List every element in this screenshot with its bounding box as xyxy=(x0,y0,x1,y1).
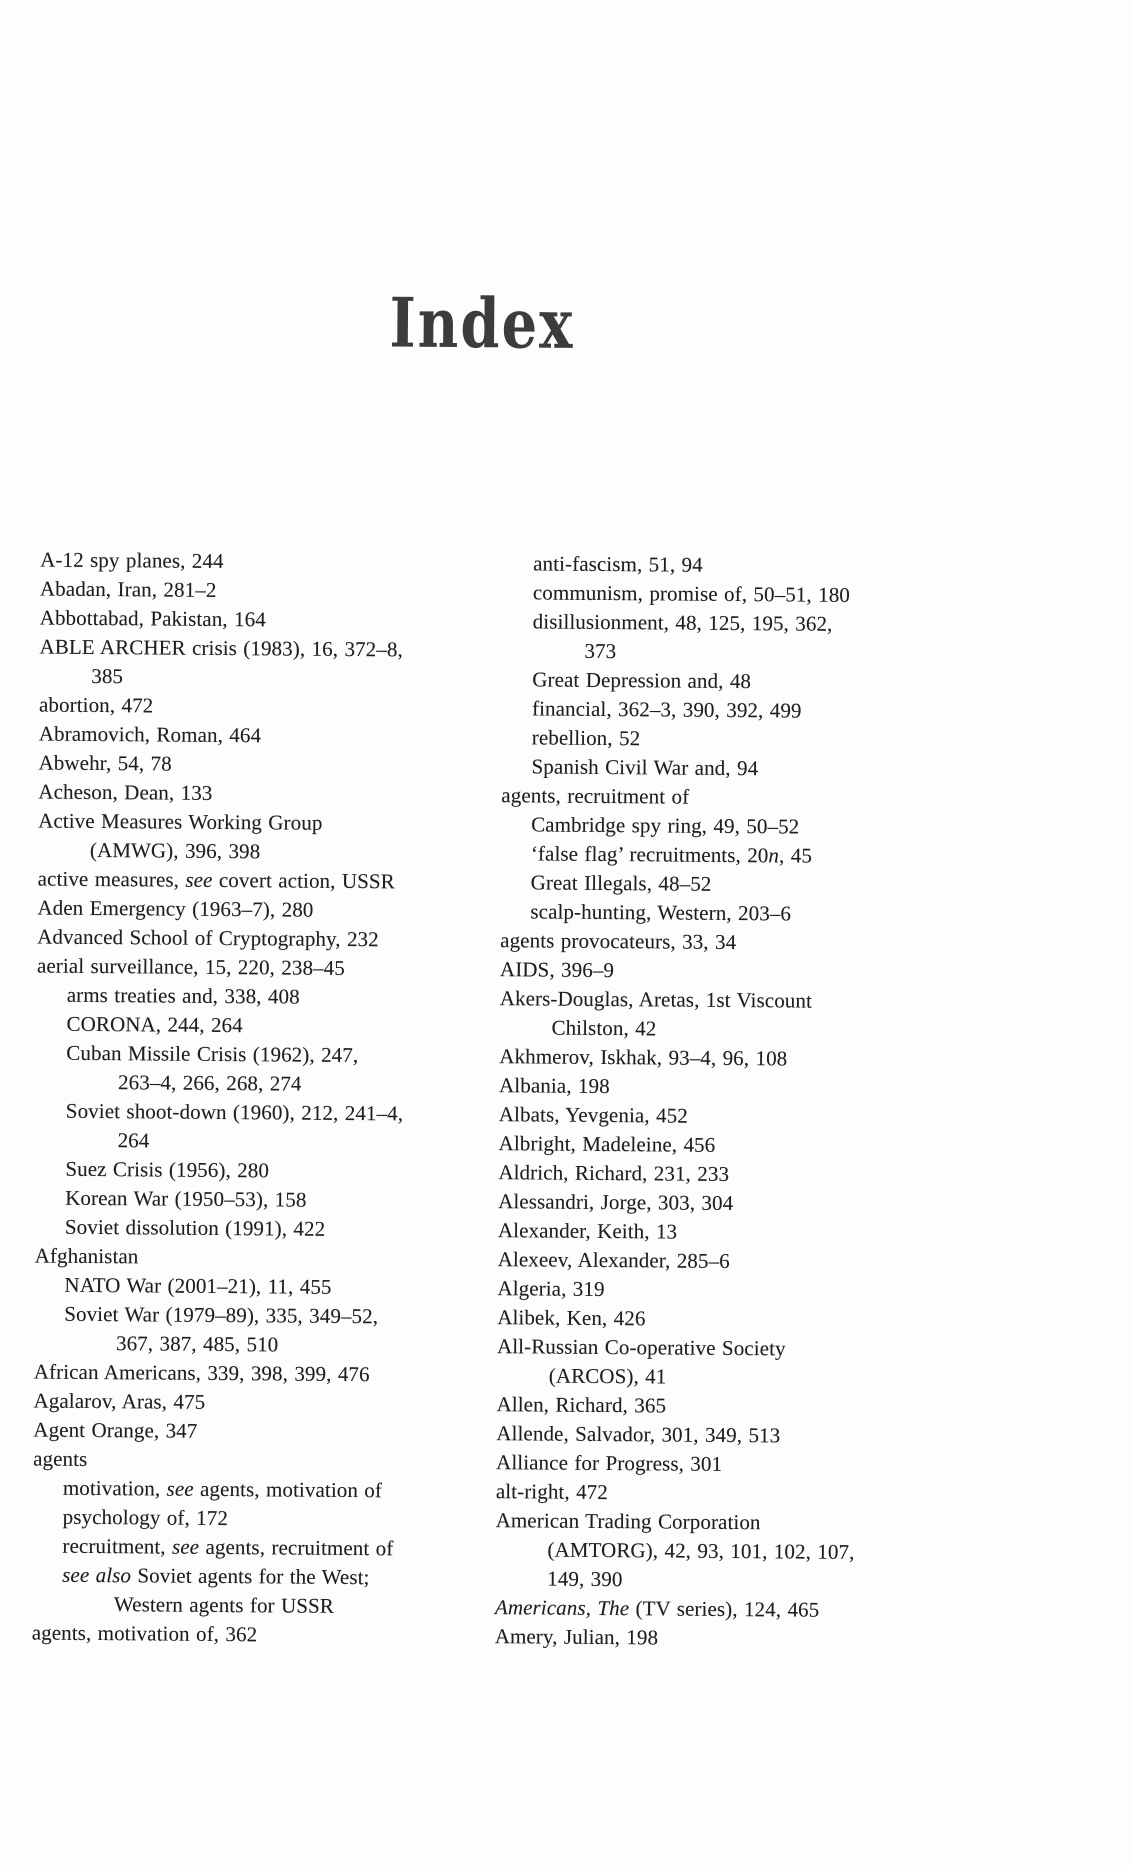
index-text: Soviet shoot-down (1960), 212, 241–4, xyxy=(65,1098,404,1126)
index-cross-reference: see xyxy=(171,1534,200,1559)
index-text: (AMWG), 396, 398 xyxy=(89,837,261,864)
index-line xyxy=(38,749,455,781)
index-line xyxy=(501,781,918,813)
index-line xyxy=(39,662,456,694)
index-text: 373 xyxy=(584,638,617,664)
index-line xyxy=(498,1216,915,1248)
index-text: recruitment, xyxy=(62,1533,173,1559)
index-text: Abadan, Iran, 281–2 xyxy=(39,576,217,602)
index-line xyxy=(33,1445,450,1477)
index-text: Alibek, Ken, 426 xyxy=(497,1305,646,1331)
index-line xyxy=(35,1184,452,1216)
index-line xyxy=(497,1274,914,1306)
index-line xyxy=(33,1416,450,1448)
index-text: A-12 spy planes, 244 xyxy=(40,547,224,573)
index-text: American Trading Corporation xyxy=(495,1508,761,1535)
index-line xyxy=(39,720,456,752)
index-text: Akhmerov, Iskhak, 93–4, 96, 108 xyxy=(499,1044,788,1071)
index-text: Alliance for Progress, 301 xyxy=(496,1450,723,1476)
index-line xyxy=(502,636,919,668)
index-cross-reference: n xyxy=(768,843,780,868)
index-text: NATO War (2001–21), 11, 455 xyxy=(64,1272,332,1299)
index-line xyxy=(501,868,918,900)
index-line xyxy=(39,691,456,723)
index-text: Suez Crisis (1956), 280 xyxy=(65,1156,270,1183)
index-text: Abramovich, Roman, 464 xyxy=(38,721,262,748)
page-content xyxy=(0,281,1132,1656)
index-line xyxy=(36,1039,453,1071)
index-text: Allen, Richard, 365 xyxy=(496,1392,667,1418)
index-text: Abwehr, 54, 78 xyxy=(38,750,172,776)
index-text: (AMTORG), 42, 93, 101, 102, 107, xyxy=(547,1537,855,1564)
index-text: Allende, Salvador, 301, 349, 513 xyxy=(496,1421,781,1448)
index-line xyxy=(501,839,918,871)
index-text: , 45 xyxy=(778,843,813,868)
index-text: Alexander, Keith, 13 xyxy=(497,1218,678,1244)
index-text: abortion, 472 xyxy=(38,692,154,718)
index-cross-reference: see xyxy=(185,867,213,892)
index-line xyxy=(38,836,455,868)
index-line xyxy=(40,604,457,636)
index-line xyxy=(502,665,919,697)
index-line xyxy=(36,1068,453,1100)
index-line xyxy=(498,1245,915,1277)
index-line xyxy=(501,752,918,784)
index-text: anti-fascism, 51, 94 xyxy=(533,551,703,577)
index-line xyxy=(37,894,454,926)
index-text: Albats, Yevgenia, 452 xyxy=(498,1102,688,1128)
index-line xyxy=(40,546,457,578)
index-text: Cambridge spy ring, 49, 50–52 xyxy=(531,812,800,839)
index-line xyxy=(497,1332,914,1364)
index-line xyxy=(496,1448,913,1480)
index-text: scalp-hunting, Western, 203–6 xyxy=(530,899,792,926)
index-cross-reference: see xyxy=(166,1476,194,1501)
index-text: 264 xyxy=(117,1128,150,1153)
index-text: AIDS, 396–9 xyxy=(499,957,615,983)
index-text: Algeria, 319 xyxy=(497,1276,605,1302)
index-line xyxy=(498,1187,915,1219)
index-line xyxy=(35,1155,452,1187)
index-text: covert action, USSR xyxy=(212,867,395,894)
index-line xyxy=(37,952,454,984)
index-text: Acheson, Dean, 133 xyxy=(38,779,213,805)
index-text: agents, recruitment of xyxy=(199,1534,394,1561)
index-line xyxy=(34,1300,451,1332)
index-cross-reference: see also xyxy=(62,1562,132,1588)
index-line xyxy=(32,1619,449,1651)
left-column xyxy=(32,546,458,1651)
index-text: communism, promise of, 50–51, 180 xyxy=(532,580,851,607)
index-line xyxy=(34,1271,451,1303)
index-text: ‘false flag’ recruitments, 20 xyxy=(530,841,769,868)
index-line xyxy=(35,1242,452,1274)
index-text: Chilston, 42 xyxy=(551,1015,657,1041)
index-text: active measures, xyxy=(37,866,186,892)
right-column xyxy=(495,549,921,1654)
index-line xyxy=(36,1097,453,1129)
index-text: Amery, Julian, 198 xyxy=(494,1624,659,1650)
index-line xyxy=(495,1535,912,1567)
index-columns xyxy=(32,546,921,1655)
index-line xyxy=(34,1358,451,1390)
index-line xyxy=(39,633,456,665)
index-line xyxy=(40,575,457,607)
index-text: African Americans, 339, 398, 399, 476 xyxy=(33,1359,370,1387)
index-line xyxy=(501,810,918,842)
index-text: Great Depression and, 48 xyxy=(532,667,752,694)
index-line xyxy=(495,1622,912,1654)
index-text: disillusionment, 48, 125, 195, 362, xyxy=(532,609,833,636)
index-text: Active Measures Working Group xyxy=(38,808,323,835)
index-text: alt-right, 472 xyxy=(495,1479,609,1505)
index-text: motivation, xyxy=(62,1475,167,1501)
index-text: Agalarov, Aras, 475 xyxy=(33,1388,206,1414)
index-text: 367, 387, 485, 510 xyxy=(115,1331,279,1357)
index-line xyxy=(503,578,920,610)
index-line xyxy=(496,1506,913,1538)
index-text: Akers-Douglas, Aretas, 1st Viscount xyxy=(499,986,813,1013)
index-line xyxy=(34,1329,451,1361)
index-line xyxy=(500,926,917,958)
index-text: Advanced School of Cryptography, 232 xyxy=(37,924,379,952)
index-text: agents, motivation of xyxy=(193,1476,383,1503)
index-text: (TV series), 124, 465 xyxy=(629,1596,820,1622)
index-line xyxy=(500,897,917,929)
index-text: (ARCOS), 41 xyxy=(548,1363,667,1389)
index-text: psychology of, 172 xyxy=(62,1504,229,1531)
index-line xyxy=(38,865,455,897)
index-line xyxy=(497,1303,914,1335)
index-text: Albania, 198 xyxy=(498,1073,610,1099)
index-line xyxy=(36,1010,453,1042)
index-text: agents xyxy=(33,1446,88,1471)
index-text: Alexeev, Alexander, 285–6 xyxy=(497,1247,730,1273)
index-text: Soviet agents for the West; xyxy=(130,1563,370,1590)
index-line xyxy=(499,1042,916,1074)
index-line xyxy=(502,694,919,726)
index-line xyxy=(495,1593,912,1625)
index-line xyxy=(495,1564,912,1596)
index-text: Abbottabad, Pakistan, 164 xyxy=(39,605,266,632)
index-text: agents, motivation of, 362 xyxy=(31,1620,258,1647)
index-text: arms treaties and, 338, 408 xyxy=(66,982,300,1009)
index-line xyxy=(37,923,454,955)
index-line xyxy=(496,1419,913,1451)
index-text: Alessandri, Jorge, 303, 304 xyxy=(498,1189,734,1216)
index-line xyxy=(503,549,920,581)
index-line xyxy=(498,1158,915,1190)
index-text: Great Illegals, 48–52 xyxy=(530,870,712,896)
index-line xyxy=(32,1590,449,1622)
index-line xyxy=(502,723,919,755)
index-text: ABLE ARCHER crisis (1983), 16, 372–8, xyxy=(39,634,403,662)
index-text: financial, 362–3, 390, 392, 499 xyxy=(531,696,802,723)
index-line xyxy=(32,1561,449,1593)
index-text: Afghanistan xyxy=(34,1243,139,1269)
index-cross-reference: Americans, The xyxy=(494,1595,630,1621)
index-text: Western agents for USSR xyxy=(113,1592,335,1618)
index-line xyxy=(496,1477,913,1509)
index-text: 385 xyxy=(91,663,124,689)
index-text: Korean War (1950–53), 158 xyxy=(65,1185,307,1212)
index-line xyxy=(38,807,455,839)
index-text: rebellion, 52 xyxy=(531,725,641,751)
index-text: Soviet War (1979–89), 335, 349–52, xyxy=(64,1301,379,1329)
index-line xyxy=(36,1126,453,1158)
index-line xyxy=(33,1474,450,1506)
index-text: Spanish Civil War and, 94 xyxy=(531,754,759,781)
index-text: agents provocateurs, 33, 34 xyxy=(500,928,737,955)
index-text: Aden Emergency (1963–7), 280 xyxy=(37,895,314,922)
index-line xyxy=(496,1390,913,1422)
index-line xyxy=(500,955,917,987)
index-text: Albright, Madeleine, 456 xyxy=(498,1131,716,1157)
index-text: Agent Orange, 347 xyxy=(33,1417,198,1443)
index-text: CORONA, 244, 264 xyxy=(66,1011,243,1038)
index-line xyxy=(500,984,917,1016)
index-line xyxy=(499,1071,916,1103)
index-line xyxy=(497,1361,914,1393)
index-text: Aldrich, Richard, 231, 233 xyxy=(498,1160,730,1186)
index-line xyxy=(498,1129,915,1161)
index-text: aerial surveillance, 15, 220, 238–45 xyxy=(36,953,346,980)
page-title: Index xyxy=(389,283,575,366)
index-text: 263–4, 266, 268, 274 xyxy=(117,1070,302,1096)
index-text: agents, recruitment of xyxy=(501,783,690,809)
index-text: Cuban Missile Crisis (1962), 247, xyxy=(66,1040,359,1068)
index-text: All-Russian Co-operative Society xyxy=(496,1334,786,1361)
index-line xyxy=(33,1503,450,1535)
index-line xyxy=(499,1100,916,1132)
index-line xyxy=(35,1213,452,1245)
index-line xyxy=(38,778,455,810)
index-text: 149, 390 xyxy=(547,1566,623,1592)
index-line xyxy=(32,1532,449,1564)
index-line xyxy=(33,1387,450,1419)
index-line xyxy=(503,607,920,639)
index-line xyxy=(499,1013,916,1045)
index-text: Soviet dissolution (1991), 422 xyxy=(64,1214,326,1241)
index-line xyxy=(37,981,454,1013)
